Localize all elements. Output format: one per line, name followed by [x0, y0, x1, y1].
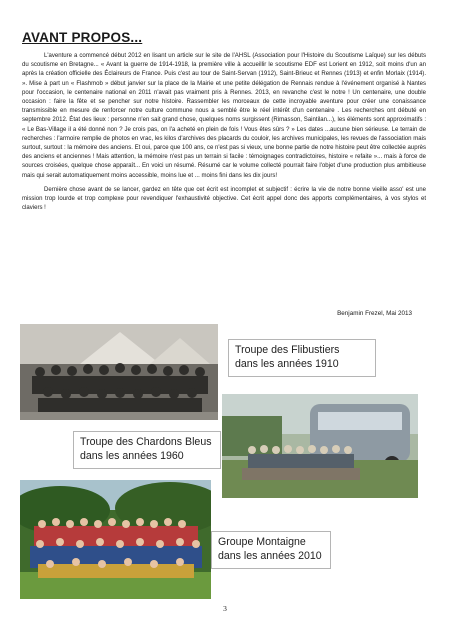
- caption-line: Troupe des Flibustiers: [235, 344, 340, 356]
- photo-chardons-bleus-1960: [222, 394, 418, 498]
- caption-montaigne: [211, 531, 331, 569]
- paragraph-closing: Dernière chose avant de se lancer, gardez en tête que cet écrit est incomplet et subjectif : écrire la vie de notre bonne vieille asso' est une mission trop lourde et trop complexe pour revendiquer l'exhaustivité objective. Cet écrit appel donc des apports complémentaires, à vos stylos et claviers !: [22, 186, 426, 212]
- caption-flibustiers: [228, 339, 376, 377]
- photo-montaigne-2010: [20, 480, 211, 599]
- caption-line: Troupe des Chardons Bleus: [80, 436, 212, 448]
- caption-line: dans les années 1910: [235, 358, 339, 370]
- body-text: [22, 52, 426, 213]
- paragraph-intro: L'aventure a commencé début 2012 en lisant un article sur le site de l'AHSL (Association pour l'Histoire du Scoutisme Laïque) sur les débuts du scoutisme en Bretagne... « Avant la guerre de 1914-1918, la première ville à accueillir le scoutisme EDF est Lorient en 1912, soit moins d'un an après la création officielle des Éclaireurs de France. Puis c'est au tour de Saint-Servan (1912), Saint-Brieuc et Rennes (1913) et enfin Morlaix (1914). ». Mise à part un « Flashmob » début janvier sur la place de la Mairie et une petite délégation de Rennais rendue à l'événement organisé à Nantes pour l'occasion, le centenaire national en 2011 n'avait pas vraiment pris à Rennes. 2013, en revanche c'est le notre ! Un centenaire, une double occasion : faire la fête et se pencher sur notre histoire. Rassembler les morceaux de cette incroyable aventure pour créer une conaissance transmissible en mesure de renforcer notre culture commune nous a semblé être le réel intérêt d'un centenaire . Les recherches ont débuté en septembre 2012. État des lieux : personne n'en sait grand chose, quelques noms surgissent (Rimasson, Saintilan...), les éléments sont approximatifs : « Le Bas-Village il a été donné non ? Je crois pas, on l'a acheté en plein de fois ! Vous êtes sûrs ? » Les dates ...aucune bien sérieuse. Le terrain de recherches : l'armoire remplie de photos en vrac, les kilos d'archives des placards du couloir, les archives municipales, les revues de l'association mais surtout, surtout : la mémoire des anciens. Et oui, parce que 100 ans, ce n'est pas si vieux, une bonne partie de notre histoire peut être collectée auprès des anciens et anciennes ! Mais attention, la mémoire n'est pas un terrain si facile : témoignages contradictoires, histoire « refaite »... mais à force de sources croisées, quelque chose apparaît... En voici un résumé. Résumé car le volume collecté pourrait faire l'objet d'une production plus ambitieuse mais qui serait automatiquement moins accessible, moins lue et ... moins fini dans les dix jours!: [22, 53, 426, 179]
- signature: Benjamin Frezel, Mai 2013: [337, 310, 412, 317]
- caption-line: dans les années 2010: [218, 550, 322, 562]
- caption-chardons-bleus: [73, 431, 221, 469]
- page-number: 3: [223, 604, 227, 613]
- caption-line: Groupe Montaigne: [218, 536, 306, 548]
- photo-flibustiers-1910: [20, 324, 218, 420]
- page-title: AVANT PROPOS...: [22, 30, 143, 45]
- caption-line: dans les années 1960: [80, 450, 184, 462]
